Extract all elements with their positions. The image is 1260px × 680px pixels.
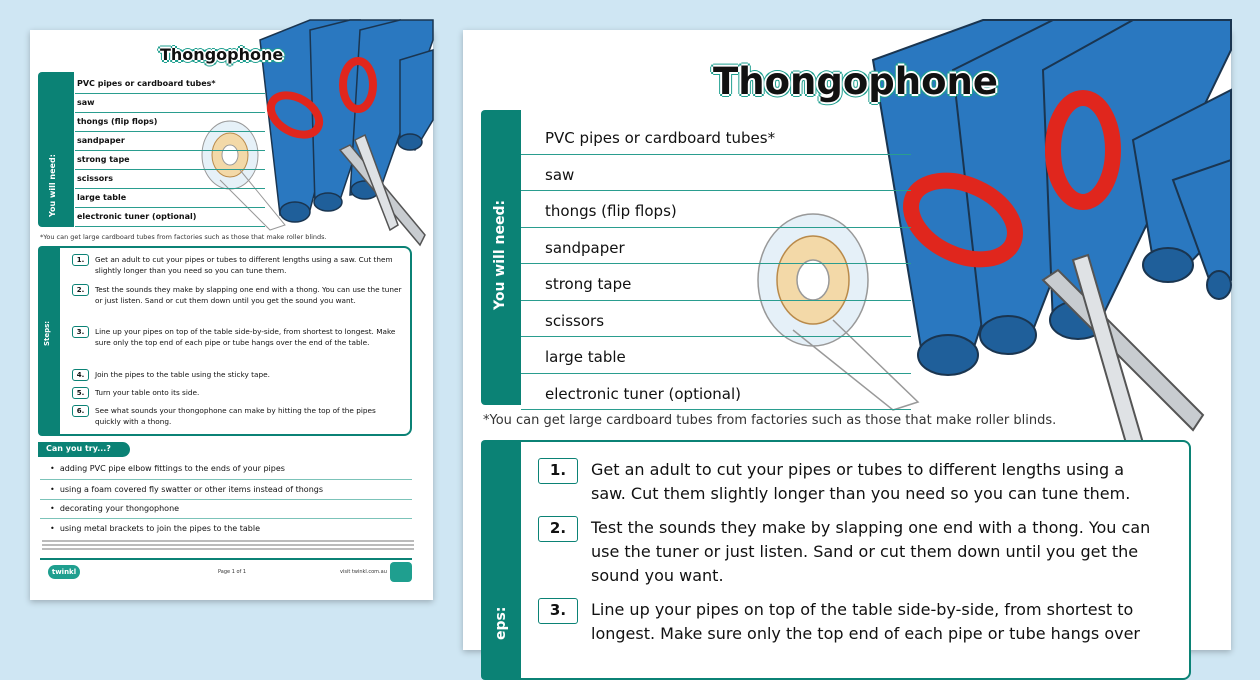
you-will-need-bar [38, 72, 74, 227]
step-text: Test the sounds they make by slapping one end with a thong. You can use the tuner or just listen. Sand or cut them down until you get the sound you want. [95, 285, 402, 305]
can-you-try-header: Can you try...? [38, 442, 130, 457]
twinkl-logo: twinkl [48, 565, 80, 579]
need-item: large table [75, 189, 265, 208]
steps-box [38, 246, 412, 436]
footnote: *You can get large cardboard tubes from factories such as those that make roller blinds. [40, 233, 327, 241]
need-item: electronic tuner (optional) [75, 208, 265, 227]
step-item [72, 387, 402, 399]
step-item [72, 254, 402, 276]
need-item: sandpaper [75, 132, 265, 151]
you-will-need-label: You will need: [492, 199, 508, 310]
step-text: Turn your table onto its side. [95, 388, 200, 397]
step-number: 3. [72, 326, 89, 338]
need-item: thongs (flip flops) [521, 191, 911, 228]
try-item: • using a foam covered fly swatter or other items instead of thongs [50, 485, 324, 494]
need-item: scissors [75, 170, 265, 189]
need-item: PVC pipes or cardboard tubes* [75, 75, 265, 94]
footer [40, 558, 412, 576]
need-item: sandpaper [521, 228, 911, 265]
step-text: See what sounds your thongophone can make by hitting the top of the pipes quickly with a thong. [95, 406, 376, 426]
need-item: saw [521, 155, 911, 192]
step-text: Test the sounds they make by slapping one end with a thong. You can use the tuner or just listen. Sand or cut them down until you get the sound you want. [591, 518, 1151, 585]
try-item: • using metal brackets to join the pipes to the table [50, 524, 260, 533]
step-item [72, 326, 402, 348]
step-number: 4. [72, 369, 89, 381]
need-item: scissors [521, 301, 911, 338]
steps-box [481, 440, 1191, 680]
step-item [538, 458, 1158, 506]
step-text: Get an adult to cut your pipes or tubes to different lengths using a saw. Cut them slightly longer than you need so you can tune them. [591, 460, 1131, 503]
twinkl-badge [390, 562, 412, 582]
step-item [538, 516, 1158, 588]
steps-bar [481, 440, 521, 680]
worksheet-preview-small [30, 30, 433, 600]
step-item [72, 369, 402, 381]
step-number: 1. [538, 458, 578, 484]
divider [40, 479, 412, 480]
need-item: strong tape [521, 264, 911, 301]
step-item [538, 598, 1158, 646]
step-item [72, 405, 402, 427]
divider [40, 499, 412, 500]
step-number: 5. [72, 387, 89, 399]
steps-bar [38, 246, 60, 436]
fine-print [42, 540, 414, 554]
try-item: • decorating your thongophone [50, 504, 180, 513]
step-number: 2. [72, 284, 89, 296]
step-number: 6. [72, 405, 89, 417]
divider [40, 518, 412, 519]
step-number: 3. [538, 598, 578, 624]
step-text: Join the pipes to the table using the sticky tape. [95, 370, 270, 379]
you-will-need-bar [481, 110, 521, 405]
step-text: Line up your pipes on top of the table side-by-side, from shortest to longest. Make sure only the top end of each pipe or tube hangs over [591, 600, 1140, 643]
sheet-title: Thongophone [160, 45, 284, 64]
you-will-need-label: You will need: [48, 154, 57, 217]
step-text: Get an adult to cut your pipes or tubes to different lengths using a saw. Cut them slightly longer than you need so you can tune them. [95, 255, 393, 275]
steps-label: Steps: [43, 320, 51, 346]
need-item: large table [521, 337, 911, 374]
try-item: • adding PVC pipe elbow fittings to the ends of your pipes [50, 464, 285, 473]
need-item: PVC pipes or cardboard tubes* [521, 118, 911, 155]
footnote: *You can get large cardboard tubes from factories such as those that make roller blinds. [483, 413, 1057, 428]
need-item: electronic tuner (optional) [521, 374, 911, 411]
step-text: Line up your pipes on top of the table side-by-side, from shortest to longest. Make sure only the top end of each pipe or tube hangs over the end of the table. [95, 327, 396, 347]
need-item: thongs (flip flops) [75, 113, 265, 132]
steps-label-partial: eps: [493, 606, 509, 640]
worksheet-zoomed [463, 30, 1231, 650]
step-number: 2. [538, 516, 578, 542]
site-link[interactable]: visit twinkl.com.au [340, 569, 387, 575]
need-item: strong tape [75, 151, 265, 170]
step-number: 1. [72, 254, 89, 266]
need-item: saw [75, 94, 265, 113]
sheet-title: Thongophone [713, 60, 998, 103]
page-number: Page 1 of 1 [218, 569, 247, 575]
step-item [72, 284, 402, 306]
